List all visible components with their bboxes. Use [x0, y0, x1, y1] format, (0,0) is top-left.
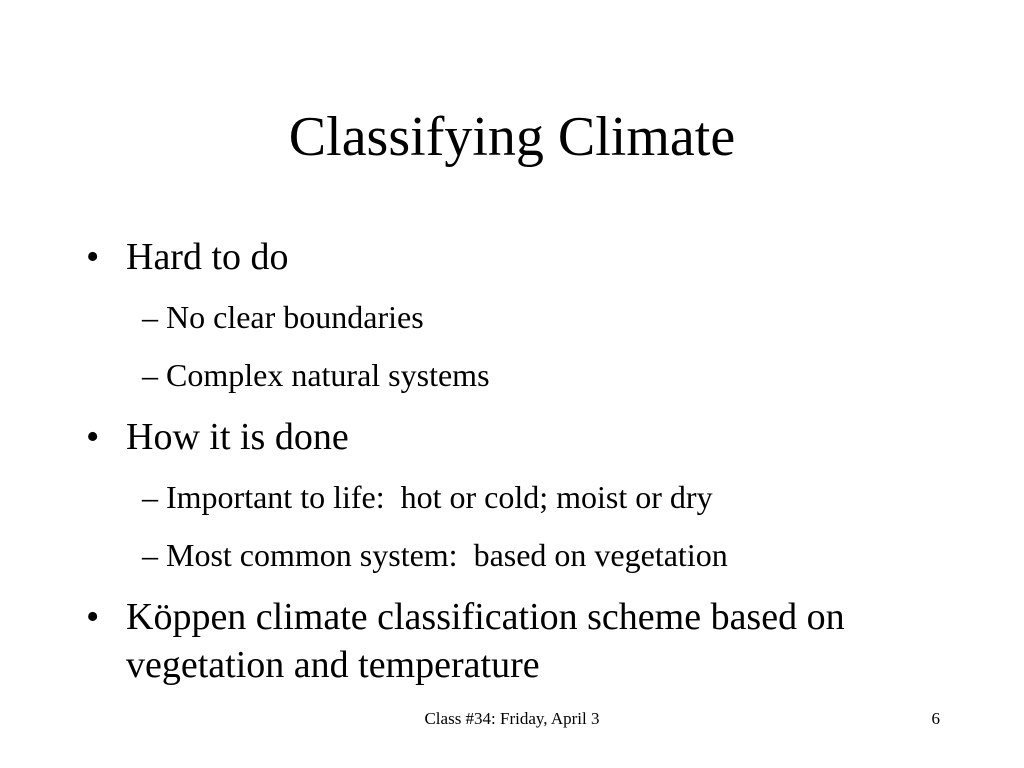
bullet-item — [86, 233, 946, 281]
bullet-marker: • — [86, 236, 100, 278]
bullet-text: Köppen climate classification scheme based on vegetation and temperature — [126, 596, 845, 686]
bullet-marker: • — [86, 416, 100, 458]
sub-bullet-item: – Important to life: hot or cold; moist or dry — [142, 479, 713, 515]
sub-bullet-item: – Complex natural systems — [142, 357, 490, 393]
bullet-marker: • — [86, 596, 100, 638]
bullet-text: How it is done — [126, 416, 349, 458]
sub-bullet-item: – Most common system: based on vegetation — [142, 537, 728, 573]
bullet-text: Hard to do — [126, 236, 289, 278]
bullet-item — [86, 593, 946, 689]
bullet-item — [86, 413, 946, 461]
page-number: 6 — [931, 709, 940, 728]
sub-bullet-item: – No clear boundaries — [142, 299, 424, 335]
slide-title: Classifying Climate — [288, 106, 736, 168]
slide-footer: Class #34: Friday, April 3 — [424, 709, 600, 728]
